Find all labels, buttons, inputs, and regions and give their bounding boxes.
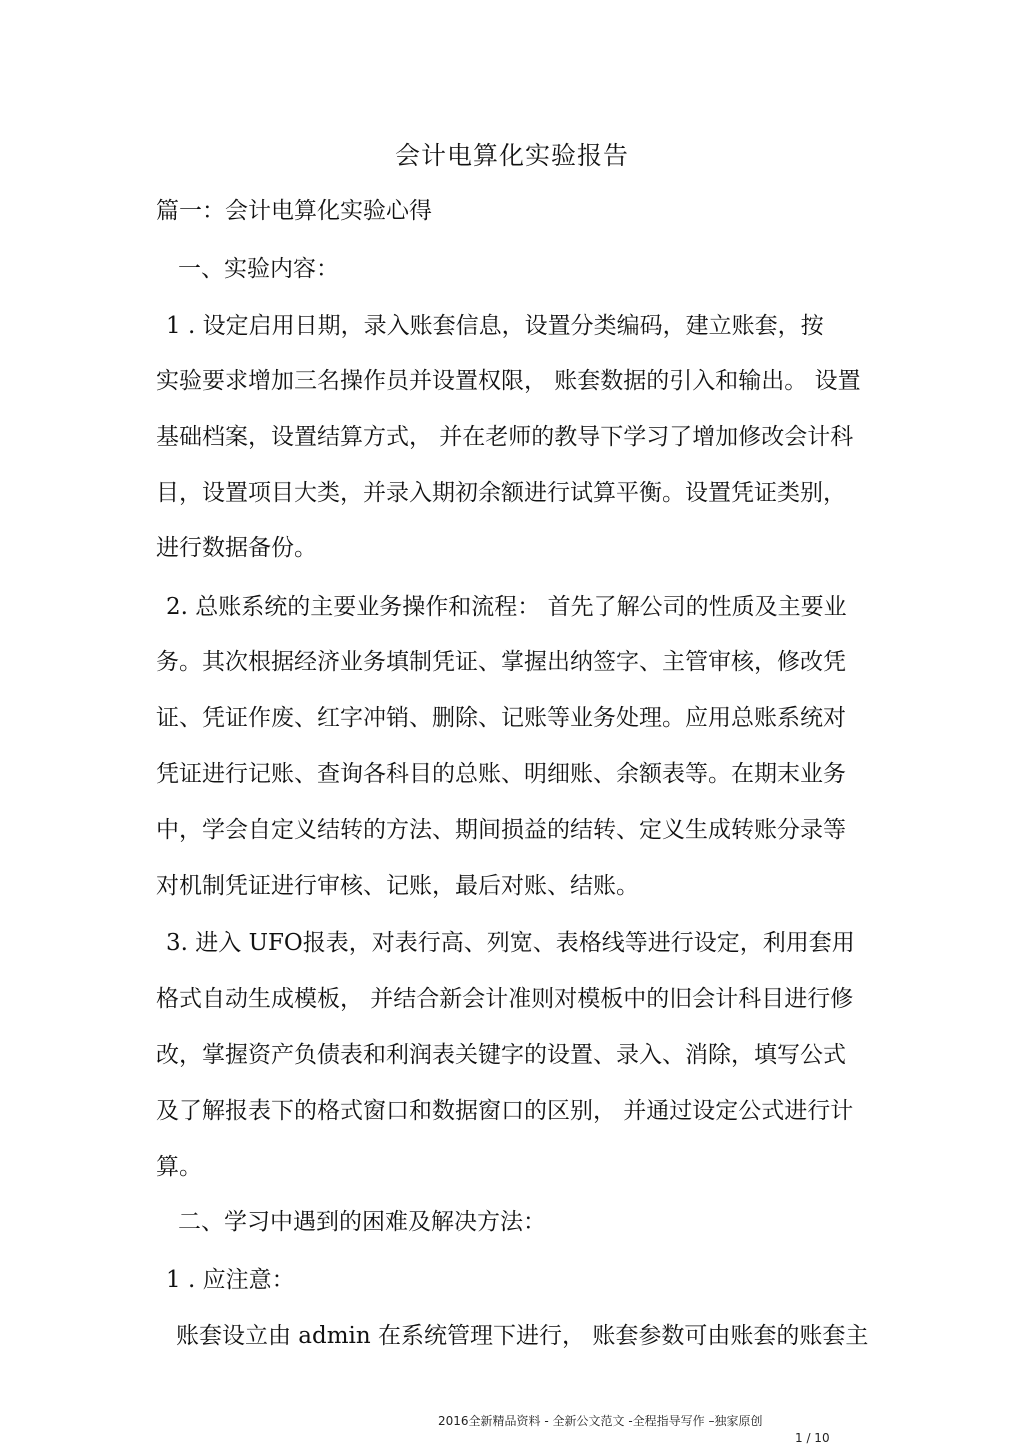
paragraph-line: 目，设置项目大类，并录入期初余额进行试算平衡。设置凭证类别，	[156, 480, 846, 506]
paragraph-line: 证、凭证作废、红字冲销、删除、记账等业务处理。应用总账系统对	[156, 705, 846, 731]
subsection-heading: 二、学习中遇到的困难及解决方法：	[178, 1209, 546, 1235]
paragraph-line: 1 . 应注意：	[166, 1267, 295, 1293]
paragraph-line: 改，掌握资产负债表和利润表关键字的设置、录入、消除，填写公式	[156, 1042, 846, 1068]
footer-note: 2016全新精品资料 - 全新公文范文 -全程指导写作 –独家原创	[438, 1414, 763, 1428]
paragraph-line: 2. 总账系统的主要业务操作和流程： 首先了解公司的性质及主要业	[166, 594, 847, 620]
paragraph-line: 务。其次根据经济业务填制凭证、掌握出纳签字、主管审核，修改凭	[156, 649, 846, 675]
paragraph-line: 1 . 设定启用日期，录入账套信息，设置分类编码，建立账套，按	[166, 313, 824, 339]
paragraph-line: 算。	[156, 1154, 202, 1180]
paragraph-line: 及了解报表下的格式窗口和数据窗口的区别， 并通过设定公式进行计	[156, 1098, 854, 1124]
paragraph-line: 格式自动生成模板， 并结合新会计准则对模板中的旧会计科目进行修	[156, 986, 854, 1012]
section-heading: 篇一：会计电算化实验心得	[156, 198, 432, 224]
page-number: 1 / 10	[795, 1431, 830, 1445]
paragraph-line: 对机制凭证进行审核、记账，最后对账、结账。	[156, 873, 639, 899]
paragraph-line: 实验要求增加三名操作员并设置权限， 账套数据的引入和输出。 设置	[156, 368, 861, 394]
subsection-heading: 一、实验内容：	[178, 256, 339, 282]
paragraph-line: 账套设立由 admin 在系统管理下进行， 账套参数可由账套的账套主	[176, 1323, 869, 1349]
paragraph-line: 进行数据备份。	[156, 535, 317, 561]
document-title: 会计电算化实验报告	[394, 141, 629, 170]
paragraph-line: 3. 进入 UFO报表，对表行高、列宽、表格线等进行设定，利用套用	[166, 930, 855, 956]
paragraph-line: 基础档案，设置结算方式， 并在老师的教导下学习了增加修改会计科	[156, 424, 854, 450]
paragraph-line: 中，学会自定义结转的方法、期间损益的结转、定义生成转账分录等	[156, 817, 846, 843]
paragraph-line: 凭证进行记账、查询各科目的总账、明细账、余额表等。在期末业务	[156, 761, 846, 787]
